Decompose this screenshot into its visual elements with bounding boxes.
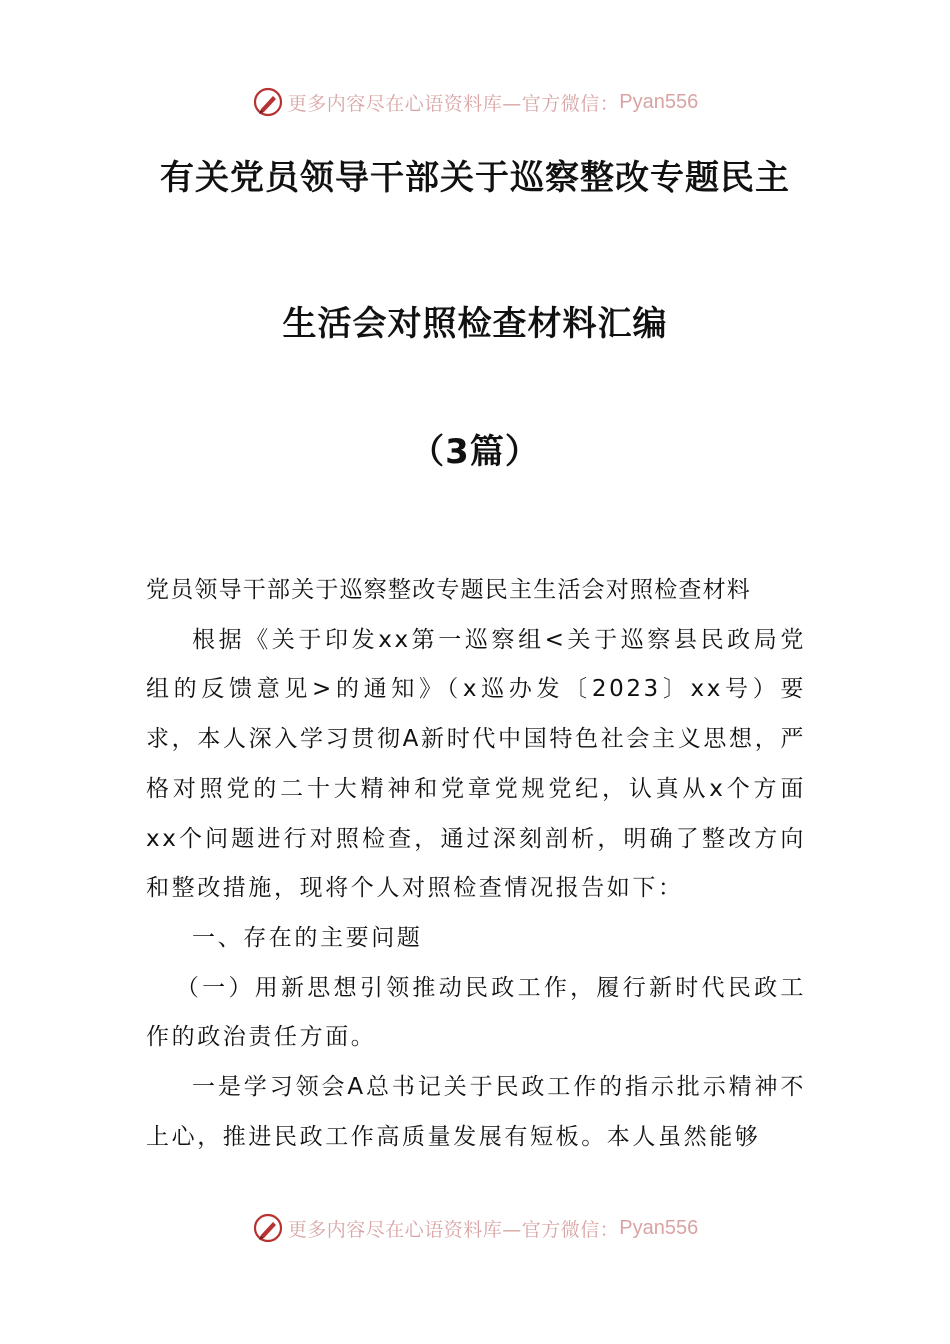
watermark-wechat-id: Pyan556 bbox=[619, 1216, 699, 1239]
document-title-count: （3篇） bbox=[410, 432, 540, 472]
watermark-wechat-id: Pyan556 bbox=[619, 90, 699, 113]
section-heading: 党员领导干部关于巡察整改专题民主生活会对照检查材料 bbox=[146, 577, 751, 603]
document-body bbox=[146, 566, 806, 1162]
paragraph-subsection-one: （一）用新思想引领推动民政工作，履行新时代民政工作的政治责任方面。 bbox=[146, 974, 806, 1051]
document-title-line-1: 有关党员领导干部关于巡察整改专题民主 bbox=[160, 158, 790, 198]
paragraph-intro: 根据《关于印发xx第一巡察组<关于巡察县民政局党组的反馈意见>的通知》（x巡办发〔2023〕xx号）要求，本人深入学习贯彻A新时代中国特色社会主义思想，严格对照党的二十大精神和党章党规党纪，认真从x个方面xx个问题进行对照检查，通过深刻剖析，明确了整改方向和整改措施，现将个人对照检查情况报告如下： bbox=[146, 626, 806, 902]
paragraph-section-one: 一、存在的主要问题 bbox=[192, 924, 423, 951]
watermark-text: 更多内容尽在心语资料库—官方微信： bbox=[287, 1218, 620, 1241]
watermark-banner-bottom bbox=[0, 1208, 950, 1248]
document-title-line-2: 生活会对照检查材料汇编 bbox=[282, 304, 668, 344]
pen-logo-icon bbox=[252, 86, 284, 118]
watermark-banner-top bbox=[0, 82, 950, 122]
watermark-text: 更多内容尽在心语资料库—官方微信： bbox=[287, 92, 620, 115]
pen-logo-icon bbox=[252, 1212, 284, 1244]
paragraph-point-one: 一是学习领会A总书记关于民政工作的指示批示精神不上心，推进民政工作高质量发展有短板。本人虽然能够 bbox=[146, 1074, 806, 1150]
